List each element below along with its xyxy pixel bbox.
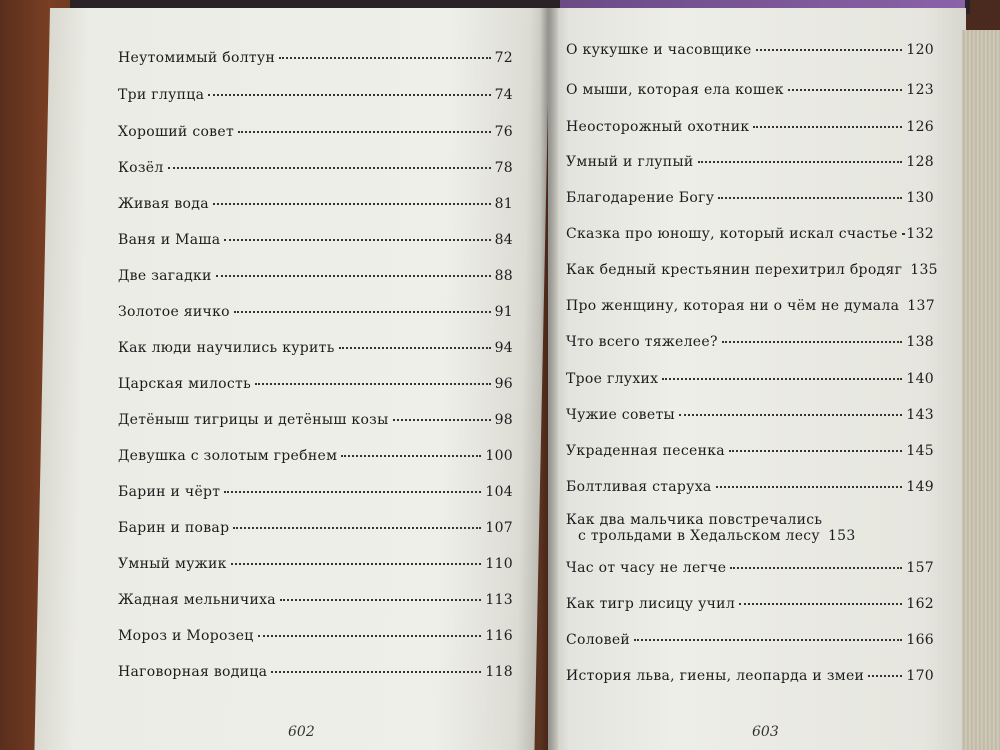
toc-entry bbox=[118, 628, 513, 644]
toc-leader-dots bbox=[902, 233, 903, 235]
toc-entry-title: Как тигр лисицу учил bbox=[566, 596, 736, 612]
toc-entry-title: Две загадки bbox=[118, 268, 212, 284]
toc-entry-title: Наговорная водица bbox=[118, 664, 268, 680]
toc-leader-dots bbox=[233, 527, 481, 529]
toc-entry bbox=[118, 664, 513, 680]
toc-entry bbox=[566, 407, 934, 423]
toc-entry bbox=[566, 298, 934, 314]
toc-page-number: 132 bbox=[906, 226, 934, 242]
toc-leader-dots bbox=[208, 94, 490, 96]
toc-entry bbox=[118, 520, 513, 536]
left-page-number: 602 bbox=[288, 724, 315, 740]
toc-leader-dots bbox=[279, 57, 490, 59]
toc-leader-dots bbox=[255, 383, 491, 385]
toc-leader-dots bbox=[216, 275, 491, 277]
toc-entry-title: Мороз и Морозец bbox=[118, 628, 254, 644]
toc-page-number: 81 bbox=[494, 196, 513, 212]
toc-entry bbox=[566, 154, 934, 170]
toc-entry-title: Про женщину, которая ни о чём не думала bbox=[566, 298, 900, 314]
toc-page-number: 88 bbox=[494, 268, 513, 284]
toc-entry-line2 bbox=[566, 528, 934, 544]
toc-entry-title: Барин и повар bbox=[118, 520, 230, 536]
toc-entry bbox=[118, 412, 513, 428]
toc-leader-dots bbox=[716, 486, 903, 488]
toc-page-number: 149 bbox=[906, 479, 934, 495]
toc-leader-dots bbox=[718, 197, 902, 199]
toc-entry bbox=[118, 340, 513, 356]
toc-entry bbox=[566, 262, 938, 278]
toc-page-number: 116 bbox=[485, 628, 513, 644]
toc-leader-dots bbox=[234, 311, 491, 313]
toc-leader-dots bbox=[722, 341, 903, 343]
toc-entry bbox=[118, 304, 513, 320]
toc-entry bbox=[118, 124, 513, 140]
toc-entry bbox=[566, 226, 934, 242]
toc-leader-dots bbox=[634, 639, 902, 641]
toc-page-number: 107 bbox=[485, 520, 513, 536]
toc-entry-title: Барин и чёрт bbox=[118, 484, 221, 500]
toc-entry bbox=[566, 371, 934, 387]
toc-leader-dots bbox=[662, 378, 902, 380]
toc-entry bbox=[566, 668, 934, 684]
toc-page-number: 137 bbox=[907, 298, 935, 314]
toc-page-number: 91 bbox=[494, 304, 513, 320]
toc-page-number: 140 bbox=[906, 371, 934, 387]
toc-page-number: 166 bbox=[906, 632, 934, 648]
toc-entry bbox=[118, 448, 513, 464]
toc-entry-title: Трое глухих bbox=[566, 371, 659, 387]
toc-leader-dots bbox=[280, 599, 481, 601]
toc-entry bbox=[566, 560, 934, 576]
toc-entry-title: Неосторожный охотник bbox=[566, 119, 750, 135]
toc-leader-dots bbox=[339, 347, 491, 349]
toc-page-number: 138 bbox=[906, 334, 934, 350]
toc-entry bbox=[118, 160, 513, 176]
toc-page-number: 113 bbox=[485, 592, 513, 608]
toc-page-number: 128 bbox=[906, 154, 934, 170]
toc-page-number: 96 bbox=[494, 376, 513, 392]
toc-entry bbox=[566, 512, 934, 544]
toc-entry bbox=[118, 592, 513, 608]
toc-entry bbox=[566, 632, 934, 648]
toc-entry-title: Болтливая старуха bbox=[566, 479, 712, 495]
toc-page-number: 153 bbox=[827, 528, 856, 544]
toc-entry-title: Живая вода bbox=[118, 196, 209, 212]
toc-leader-dots bbox=[168, 167, 491, 169]
toc-leader-dots bbox=[753, 126, 902, 128]
toc-page-number: 72 bbox=[494, 50, 513, 66]
toc-entry-title: Благодарение Богу bbox=[566, 190, 715, 206]
toc-entry bbox=[566, 42, 934, 58]
toc-entry-title: Час от часу не легче bbox=[566, 560, 727, 576]
toc-entry bbox=[566, 443, 934, 459]
toc-leader-dots bbox=[224, 491, 481, 493]
toc-leader-dots bbox=[258, 635, 482, 637]
toc-leader-dots bbox=[231, 563, 482, 565]
toc-page-number: 157 bbox=[906, 560, 934, 576]
toc-entry bbox=[566, 82, 934, 98]
toc-entry bbox=[566, 190, 934, 206]
toc-entry-title: Козёл bbox=[118, 160, 164, 176]
toc-entry-title: Как люди научились курить bbox=[118, 340, 335, 356]
toc-entry bbox=[118, 484, 513, 500]
toc-leader-dots bbox=[698, 161, 903, 163]
toc-entry-title: Жадная мельничиха bbox=[118, 592, 276, 608]
toc-leader-dots bbox=[756, 49, 903, 51]
toc-entry-title: Умный и глупый bbox=[566, 154, 694, 170]
toc-leader-dots bbox=[224, 239, 490, 241]
toc-page-number: 145 bbox=[906, 443, 934, 459]
page-block-edge bbox=[962, 30, 1000, 750]
toc-entry-title: Соловей bbox=[566, 632, 631, 648]
toc-page-number: 74 bbox=[494, 87, 513, 103]
toc-leader-dots bbox=[341, 455, 481, 457]
toc-entry bbox=[566, 334, 934, 350]
toc-entry-title: Украденная песенка bbox=[566, 443, 725, 459]
toc-entry-title: Золотое яичко bbox=[118, 304, 230, 320]
toc-entry-title: Царская милость bbox=[118, 376, 251, 392]
book-gutter bbox=[540, 8, 558, 750]
toc-page-number: 100 bbox=[485, 448, 513, 464]
toc-page-number: 120 bbox=[906, 42, 934, 58]
toc-page-number: 162 bbox=[906, 596, 934, 612]
toc-page-number: 94 bbox=[494, 340, 513, 356]
toc-entry bbox=[118, 50, 513, 66]
toc-page-number: 130 bbox=[906, 190, 934, 206]
toc-entry-title: Девушка с золотым гребнем bbox=[118, 448, 338, 464]
toc-leader-dots bbox=[393, 419, 491, 421]
toc-page-number: 76 bbox=[494, 124, 513, 140]
toc-entry-title-continued: с трольдами в Хедальском лесу bbox=[578, 528, 820, 544]
toc-page-number: 84 bbox=[494, 232, 513, 248]
toc-leader-dots bbox=[730, 567, 902, 569]
toc-entry bbox=[566, 596, 934, 612]
toc-page-number: 126 bbox=[906, 119, 934, 135]
toc-entry bbox=[566, 479, 934, 495]
toc-page-number: 143 bbox=[906, 407, 934, 423]
toc-leader-dots bbox=[238, 131, 491, 133]
toc-page-number: 104 bbox=[485, 484, 513, 500]
toc-leader-dots bbox=[868, 675, 902, 677]
toc-entry bbox=[118, 376, 513, 392]
toc-entry-title: Ваня и Маша bbox=[118, 232, 221, 248]
toc-page-number: 118 bbox=[485, 664, 513, 680]
right-page-number: 603 bbox=[752, 724, 779, 740]
toc-entry-title: Неутомимый болтун bbox=[118, 50, 276, 66]
toc-leader-dots bbox=[271, 671, 481, 673]
toc-entry bbox=[118, 268, 513, 284]
toc-page-number: 110 bbox=[485, 556, 513, 572]
toc-entry bbox=[118, 87, 513, 103]
toc-entry-title: Хороший совет bbox=[118, 124, 234, 140]
toc-entry-title: Как два мальчика повстречались bbox=[566, 512, 823, 528]
toc-entry-title: История льва, гиены, леопарда и змеи bbox=[566, 668, 865, 684]
toc-leader-dots bbox=[788, 89, 903, 91]
toc-leader-dots bbox=[679, 414, 902, 416]
toc-page-number: 123 bbox=[906, 82, 934, 98]
toc-entry-title: Сказка про юношу, который искал счастье bbox=[566, 226, 898, 242]
toc-entry-title: Детёныш тигрицы и детёныш козы bbox=[118, 412, 389, 428]
toc-entry bbox=[118, 556, 513, 572]
toc-entry-title: Как бедный крестьянин перехитрил бродяг bbox=[566, 262, 903, 278]
toc-entry-title: Чужие советы bbox=[566, 407, 675, 423]
toc-leader-dots bbox=[739, 603, 902, 605]
toc-entry-title: Что всего тяжелее? bbox=[566, 334, 718, 350]
toc-page-number: 98 bbox=[494, 412, 513, 428]
toc-leader-dots bbox=[729, 450, 902, 452]
toc-leader-dots bbox=[213, 203, 491, 205]
toc-page-number: 170 bbox=[906, 668, 934, 684]
toc-entry bbox=[118, 196, 513, 212]
toc-entry-title: О мыши, которая ела кошек bbox=[566, 82, 784, 98]
toc-page-number: 135 bbox=[910, 262, 938, 278]
toc-entry-title: Три глупца bbox=[118, 87, 205, 103]
toc-entry bbox=[118, 232, 513, 248]
toc-entry-title: Умный мужик bbox=[118, 556, 227, 572]
toc-page-number: 78 bbox=[494, 160, 513, 176]
toc-entry-title: О кукушке и часовщике bbox=[566, 42, 752, 58]
toc-entry bbox=[566, 119, 934, 135]
